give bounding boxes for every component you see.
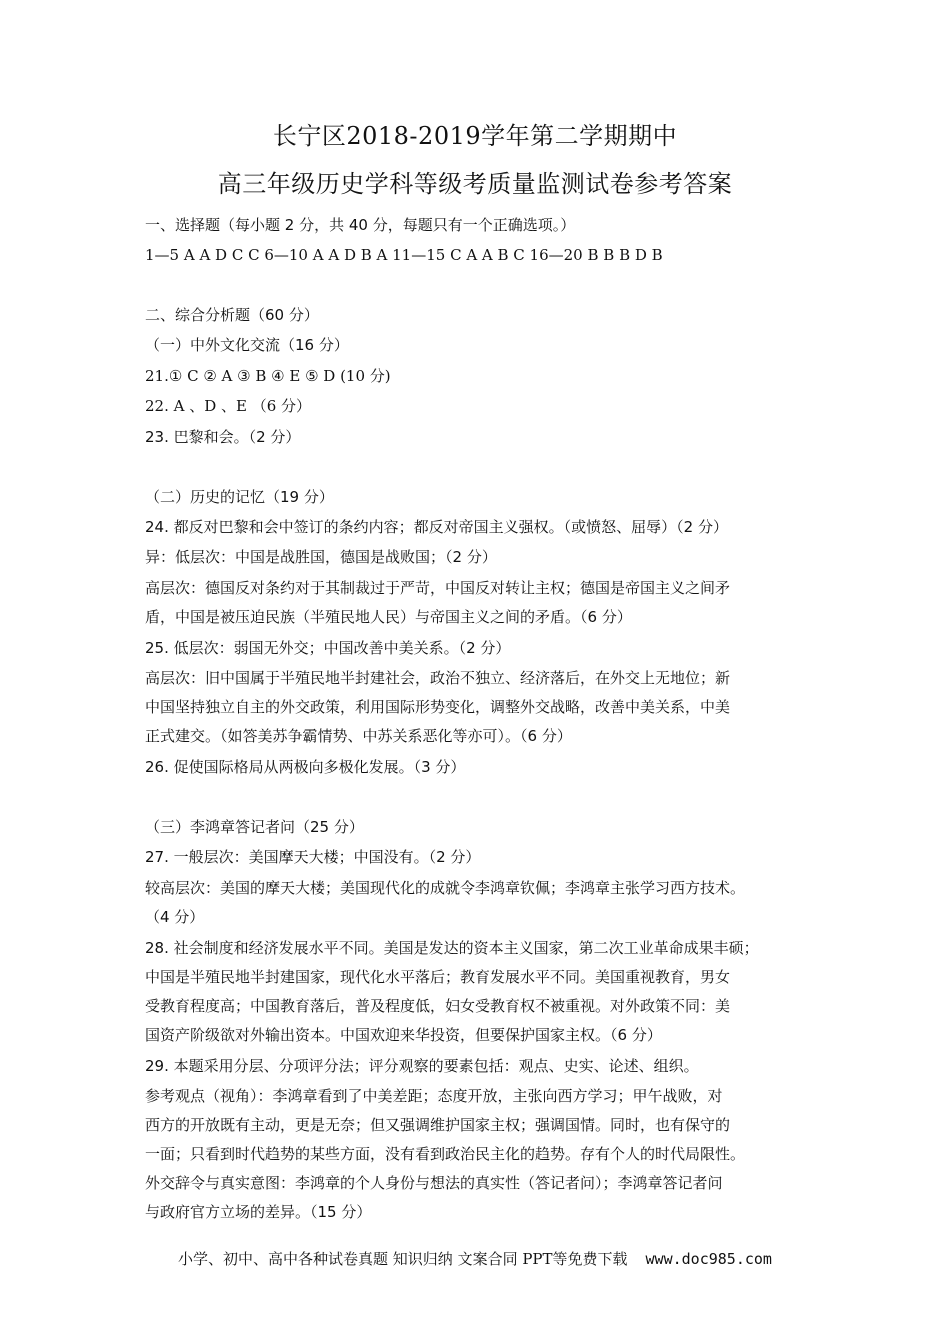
subsection-heading-3: （三）李鸿章答记者问（25 分） <box>145 818 364 836</box>
document-title-line2: 高三年级历史学科等级考质量监测试卷参考答案 <box>217 170 733 198</box>
answer-28-line3: 受教育程度高；中国教育落后，普及程度低，妇女受教育权不被重视。对外政策不同：美 <box>145 997 731 1015</box>
answer-25-line4: 正式建交。（如答美苏争霸情势、中苏关系恶化等亦可）。（6 分） <box>145 727 572 745</box>
answer-29-line4: 一面；只看到时代趋势的某些方面，没有看到政治民主化的趋势。存有个人的时代局限性。 <box>145 1145 746 1163</box>
answer-27-line2: 较高层次：美国的摩天大楼；美国现代化的成就令李鸿章钦佩；李鸿章主张学习西方技术。 <box>145 879 746 897</box>
page-footer <box>0 1248 950 1269</box>
section-heading-choice: 一、选择题（每小题 2 分，共 40 分，每题只有一个正确选项。） <box>145 216 576 234</box>
answer-24-line4: 盾，中国是被压迫民族（半殖民地人民）与帝国主义之间的矛盾。（6 分） <box>145 608 632 626</box>
answer-25-line3: 中国坚持独立自主的外交政策，利用国际形势变化，调整外交战略，改善中美关系，中美 <box>145 698 731 716</box>
answer-25-line2: 高层次：旧中国属于半殖民地半封建社会，政治不独立、经济落后，在外交上无地位；新 <box>145 669 731 687</box>
answer-29-line5: 外交辞令与真实意图：李鸿章的个人身份与想法的真实性（答记者问）；李鸿章答记者问 <box>145 1174 723 1192</box>
answer-28-line4: 国资产阶级欲对外输出资本。中国欢迎来华投资，但要保护国家主权。（6 分） <box>145 1026 662 1044</box>
section-heading-analysis: 二、综合分析题（60 分） <box>145 306 319 324</box>
answer-29-line2: 参考观点（视角）：李鸿章看到了中美差距；态度开放，主张向西方学习；甲午战败，对 <box>145 1087 723 1105</box>
answer-27-line3: （4 分） <box>145 908 205 926</box>
choice-answers: 1—5 A A D C C 6—10 A A D B A 11—15 C A A B C 16—20 B B B D B <box>145 246 663 264</box>
answer-24-line3: 高层次：德国反对条约对于其制裁过于严苛，中国反对转让主权；德国是帝国主义之间矛 <box>145 579 731 597</box>
answer-23: 23. 巴黎和会。（2 分） <box>145 428 301 446</box>
answer-21: 21.① C ② A ③ B ④ E ⑤ D (10 分) <box>145 367 391 385</box>
subsection-heading-2: （二）历史的记忆（19 分） <box>145 488 334 506</box>
answer-26: 26. 促使国际格局从两极向多极化发展。（3 分） <box>145 758 466 776</box>
answer-27-line1: 27. 一般层次：美国摩天大楼；中国没有。（2 分） <box>145 848 481 866</box>
answer-29-line3: 西方的开放既有主动，更是无奈；但又强调维护国家主权；强调国情。同时，也有保守的 <box>145 1116 731 1134</box>
document-title-line1: 长宁区2018-2019学年第二学期期中 <box>272 122 678 150</box>
answer-29-line1: 29. 本题采用分层、分项评分法；评分观察的要素包括：观点、史实、论述、组织。 <box>145 1057 699 1075</box>
answer-22: 22. A 、D 、E （6 分） <box>145 397 312 415</box>
answer-28-line2: 中国是半殖民地半封建国家，现代化水平落后；教育发展水平不同。美国重视教育，男女 <box>145 968 731 986</box>
answer-28-line1: 28. 社会制度和经济发展水平不同。美国是发达的资本主义国家，第二次工业革命成果丰硕； <box>145 939 759 957</box>
answer-29-line6: 与政府官方立场的差异。（15 分） <box>145 1203 372 1221</box>
subsection-heading-1: （一）中外文化交流（16 分） <box>145 336 349 354</box>
answer-24-line2: 异：低层次：中国是战胜国，德国是战败国；（2 分） <box>145 548 497 566</box>
answer-25-line1: 25. 低层次：弱国无外交；中国改善中美关系。（2 分） <box>145 639 511 657</box>
footer-text: 小学、初中、高中各种试卷真题 知识归纳 文案合同 PPT等免费下载 <box>178 1250 628 1268</box>
footer-url[interactable]: www.doc985.com <box>645 1250 772 1268</box>
answer-24-line1: 24. 都反对巴黎和会中签订的条约内容；都反对帝国主义强权。（或愤怒、屈辱）（2 分） <box>145 518 728 536</box>
